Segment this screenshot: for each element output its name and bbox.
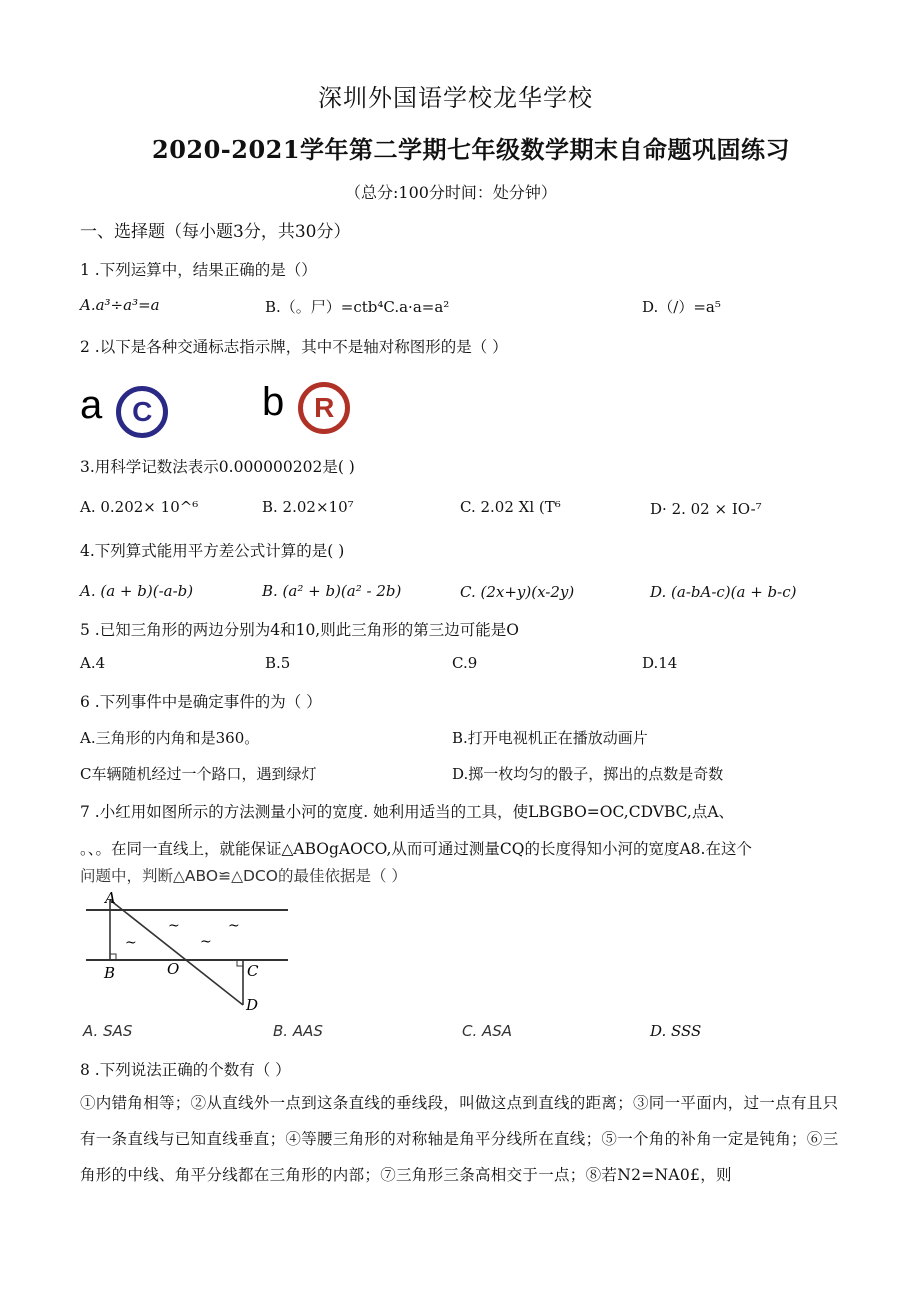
q1-option-a: A.a³÷a³=a (80, 296, 160, 314)
q4-option-b: B. (a² + b)(a² - 2b) (262, 582, 402, 600)
wave-mark: ~ (125, 935, 137, 951)
q6-option-b: B.打开电视机正在播放动画片 (452, 729, 648, 747)
river-figure (83, 890, 298, 1015)
q3-option-a: A. 0.202× 10^⁶ (80, 498, 199, 516)
q3-stem: 3.用科学记数法表示0.000000202是( ) (80, 458, 355, 476)
q2-label-a: a (80, 382, 103, 427)
point-a-label: A (105, 890, 116, 907)
wave-mark: ~ (228, 918, 240, 934)
q5-option-b: B.5 (265, 654, 291, 672)
q7-option-c: C. ASA (462, 1022, 513, 1040)
q4-option-c: C. (2x+y)(x-2y) (460, 583, 575, 601)
q7-option-d: D. SSS (650, 1022, 702, 1040)
q7-option-b: B. AAS (273, 1022, 323, 1040)
segment-ad (110, 900, 243, 1005)
q1-stem: 1 .下列运算中，结果正确的是（） (80, 261, 317, 279)
page-title: 2020-2021学年第二学期七年级数学期末自命题巩固练习 (152, 135, 791, 164)
q4-stem: 4.下列算式能用平方差公式计算的是( ) (80, 542, 345, 560)
q7-line1: 7 .小红用如图所示的方法测量小河的宽度. 她利用适当的工具，使LBGBO=OC,CDVBC,点A、 (80, 803, 735, 821)
q5-stem: 5 .已知三角形的两边分别为4和10,则此三角形的第三边可能是O (80, 621, 519, 639)
q7-line3: 问题中，判断△ABO≌△DCO的最佳依据是（ ） (80, 867, 407, 885)
q2-sign-b (262, 370, 350, 434)
registered-icon: R (298, 382, 350, 434)
q1-option-b: B.（。尸）=ctb⁴C.a·a=a² (265, 298, 450, 316)
q2-stem: 2 .以下是各种交通标志指示牌，其中不是轴对称图形的是（ ） (80, 338, 508, 356)
q5-option-a: A.4 (80, 654, 106, 672)
q6-option-a: A.三角形的内角和是360。 (80, 729, 260, 747)
q3-option-d: D· 2. 02 × IO-⁷ (650, 500, 762, 518)
q4-option-a: A. (a + b)(-a-b) (80, 582, 194, 600)
school-name: 深圳外国语学校龙华学校 (318, 84, 593, 112)
q1-option-d: D.（/）=a⁵ (642, 298, 721, 316)
point-c-label: C (247, 962, 259, 980)
wave-mark: ~ (200, 934, 212, 950)
page-subtitle: （总分:100分时间：处分钟） (345, 183, 557, 202)
section-heading: 一、选择题（每小题3分，共30分） (80, 222, 351, 242)
point-b-label: B (104, 964, 116, 982)
q7-option-a: A. SAS (83, 1022, 133, 1040)
q7-line2: 。、。在同一直线上，就能保证△ABOgAOCO,从而可通过测量CQ的长度得知小河的宽度A8.在这个 (80, 840, 752, 858)
q6-option-d: D.掷一枚均匀的骰子，掷出的点数是奇数 (452, 765, 724, 783)
q3-option-c: C. 2.02 Xl (T⁶ (460, 498, 561, 516)
copyright-icon: C (116, 386, 168, 438)
point-o-label: O (167, 960, 180, 978)
q5-option-d: D.14 (642, 654, 678, 672)
q8-body: ①内错角相等；②从直线外一点到这条直线的垂线段，叫做这点到直线的距离；③同一平面内，过一点有且只有一条直线与已知直线垂直；④等腰三角形的对称轴是角平分线所在直线；⑤一个角的补角一定是钝角；⑥三角形的中线、角平分线都在三角形的内部；⑦三角形三条高相交于一点；⑧若N2=NA0£，则 (80, 1094, 839, 1184)
q5-option-c: C.9 (452, 654, 478, 672)
wave-mark: ~ (168, 918, 180, 934)
q6-option-c: C车辆随机经过一个路口，遇到绿灯 (80, 765, 317, 783)
q6-stem: 6 .下列事件中是确定事件的为（ ） (80, 693, 322, 711)
q2-sign-a (80, 372, 168, 438)
q2-label-b: b (262, 379, 285, 424)
q3-option-b: B. 2.02×10⁷ (262, 498, 354, 516)
point-d-label: D (246, 996, 259, 1014)
q8-stem: 8 .下列说法正确的个数有（ ） (80, 1061, 291, 1079)
q4-option-d: D. (a-bA-c)(a + b-c) (650, 583, 797, 601)
